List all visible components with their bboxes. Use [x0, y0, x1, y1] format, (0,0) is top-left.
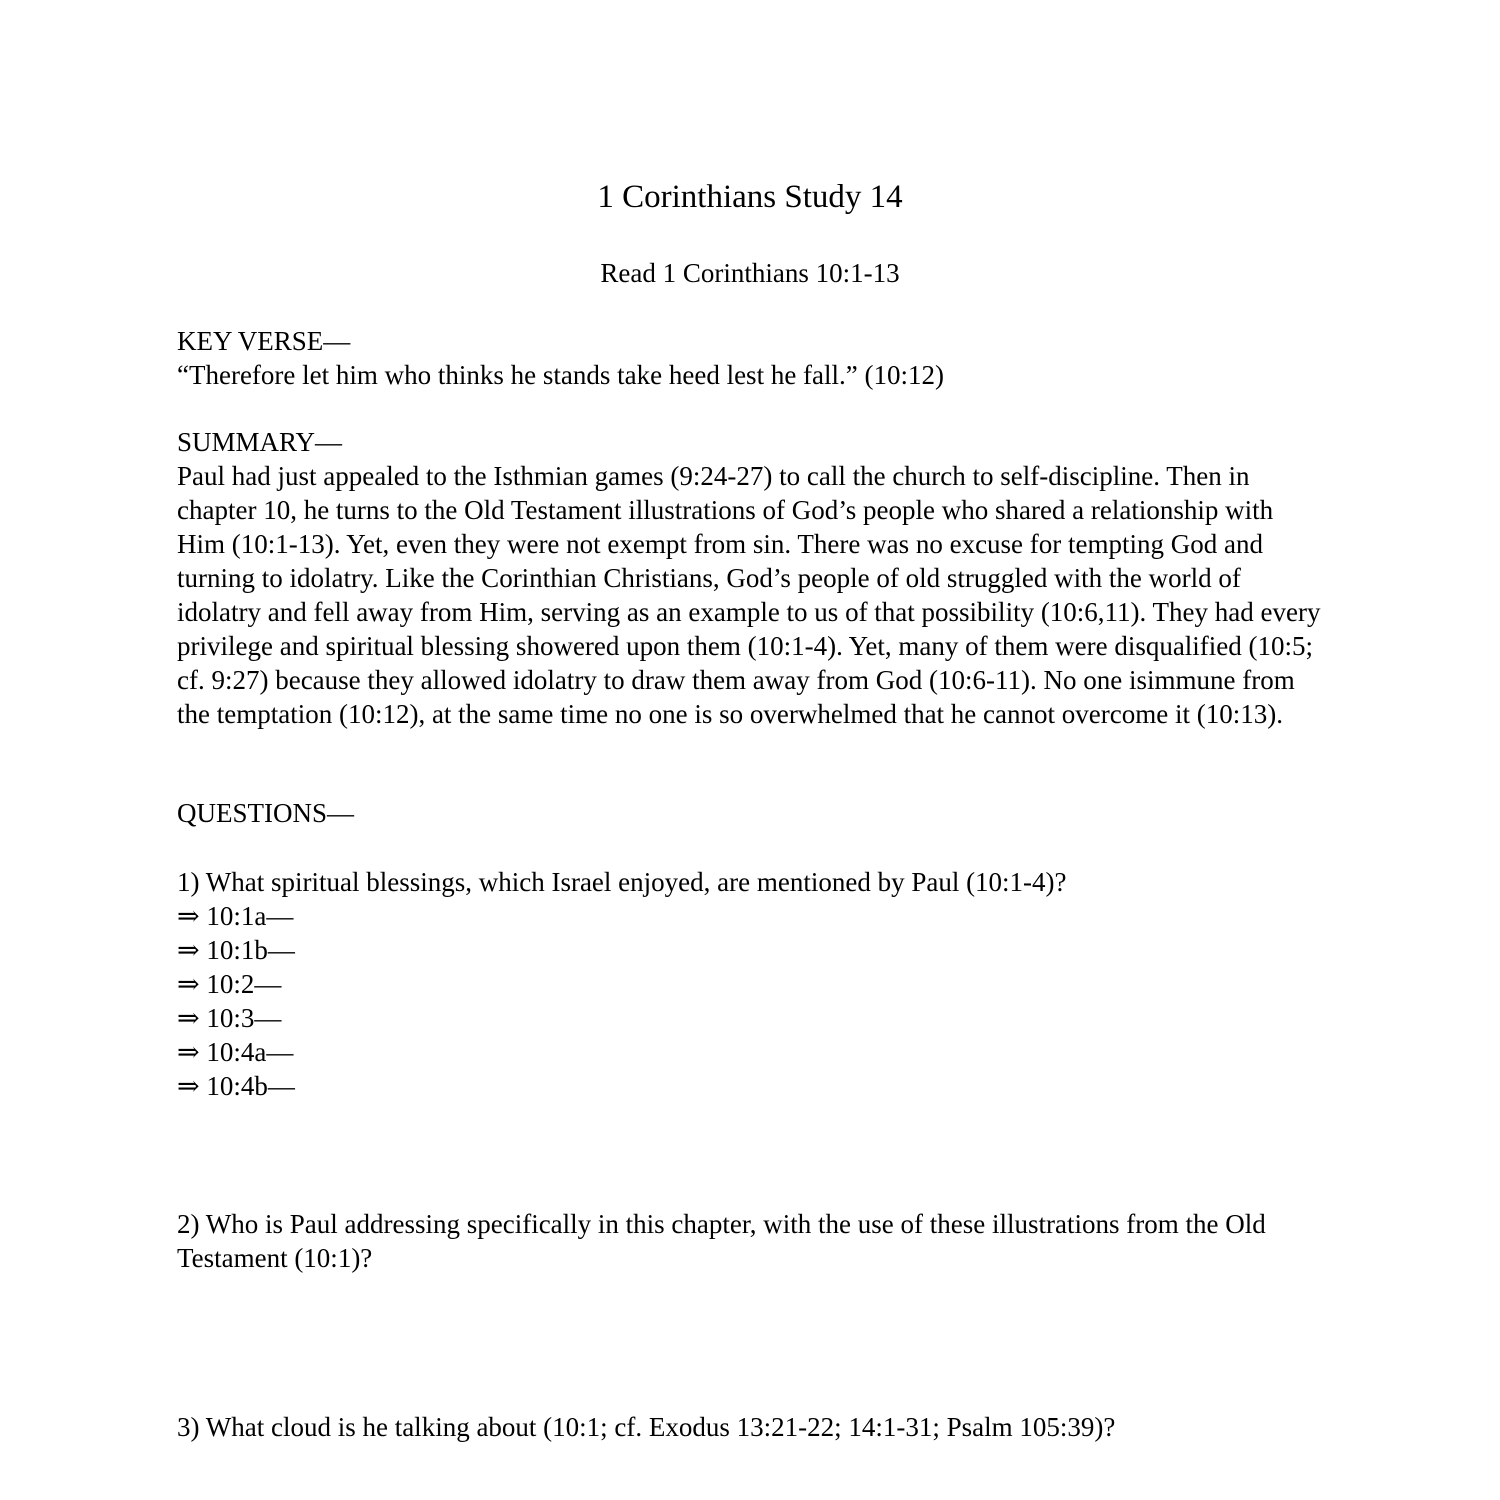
question-1-item: ⇒ 10:1b— — [177, 935, 295, 965]
page-title: 1 Corinthians Study 14 — [597, 179, 903, 215]
question-1-text: 1) What spiritual blessings, which Israel enjoyed, are mentioned by Paul (10:1-4)? — [177, 867, 1067, 897]
question-1-item: ⇒ 10:4a— — [177, 1037, 294, 1067]
summary-text: Paul had just appealed to the Isthmian games (9:24-27) to call the church to self-discipline. Then in chapter 10, he turns to the Old Testament illustrations of God’s people who shared a relationship with Him (10:1-13). Yet, even they were not exempt from sin. There was no excuse for tempting God and turning to idolatry. Like the Corinthian Christians, God’s people of old struggled with the world of idolatry and fell away from Him, serving as an example to us of that possibility (10:6,11). They had every privilege and spiritual blessing showered upon them (10:1-4). Yet, many of them were disqualified (10:5; cf. 9:27) because they allowed idolatry to draw them away from God (10:6-11). No one isimmune from the temptation (10:12), at the same time no one is so overwhelmed that he cannot overcome it (10:13). — [177, 461, 1321, 729]
summary-section — [177, 425, 1327, 731]
question-3-text: 3) What cloud is he talking about (10:1; cf. Exodus 13:21-22; 14:1-31; Psalm 105:39)? — [177, 1412, 1116, 1442]
question-3 — [177, 1410, 1327, 1444]
question-2-text: 2) Who is Paul addressing specifically in this chapter, with the use of these illustrations from the Old Testament (10:1)? — [177, 1209, 1266, 1273]
summary-heading: SUMMARY— — [177, 427, 343, 457]
reading-assignment: Read 1 Corinthians 10:1-13 — [600, 258, 900, 288]
question-1-item: ⇒ 10:2— — [177, 969, 282, 999]
question-1-item: ⇒ 10:1a— — [177, 901, 294, 931]
key-verse-heading: KEY VERSE— — [177, 326, 351, 356]
key-verse-text: “Therefore let him who thinks he stands take heed lest he fall.” (10:12) — [177, 360, 944, 390]
questions-heading: QUESTIONS— — [177, 798, 355, 828]
key-verse-section — [177, 324, 1327, 392]
question-2 — [177, 1207, 1327, 1275]
question-1 — [177, 865, 1327, 1103]
question-1-item: ⇒ 10:3— — [177, 1003, 282, 1033]
question-1-item: ⇒ 10:4b— — [177, 1071, 295, 1101]
